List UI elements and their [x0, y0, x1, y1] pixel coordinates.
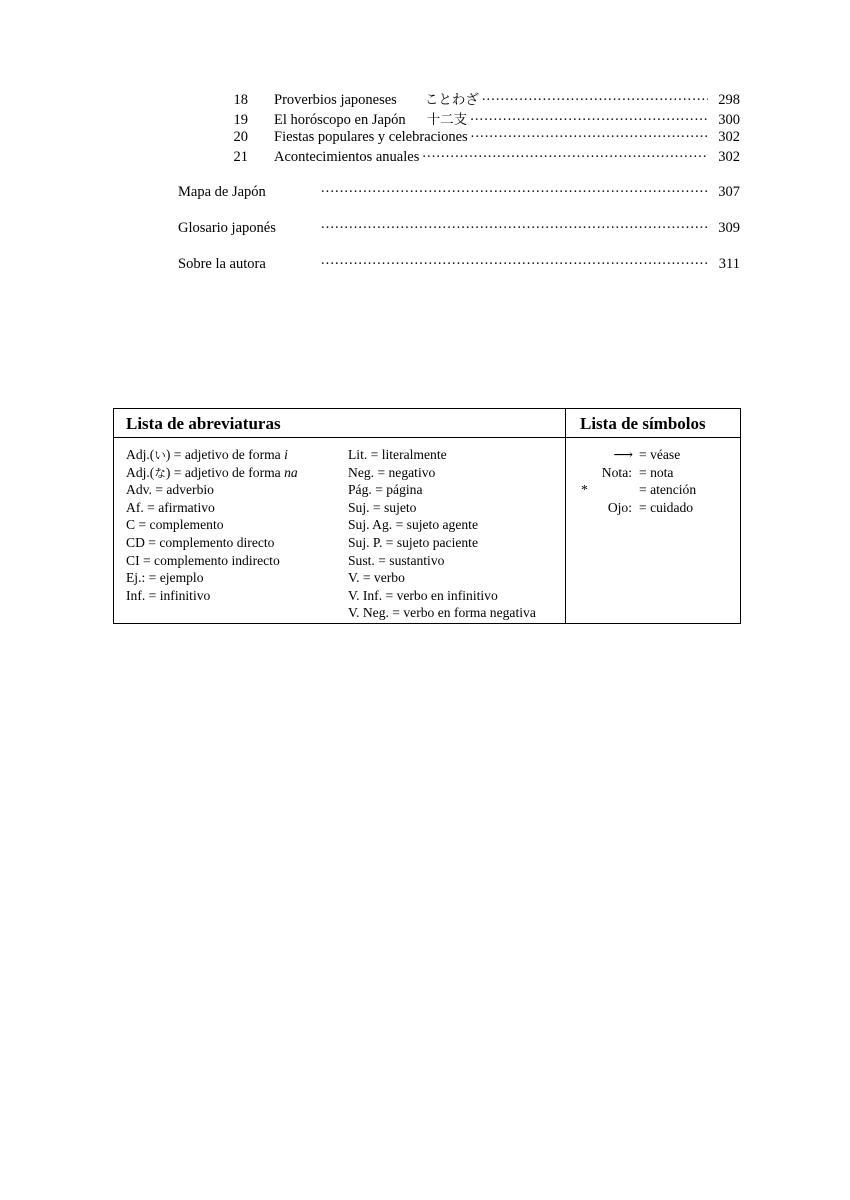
abbreviation-item: Suj. Ag. = sujeto agente [348, 517, 478, 533]
toc-back-entry-row[interactable] [0, 218, 850, 254]
abbreviation-meaning-italic: na [284, 464, 298, 480]
abbreviations-left-column [114, 446, 343, 622]
abbreviations-heading: Lista de abreviaturas [114, 409, 565, 438]
ojo-label-icon: Ojo: [607, 499, 632, 515]
abbreviation-item: Ej.: = ejemplo [126, 570, 204, 586]
toc-entry-title: El horóscopo en Japón [274, 111, 406, 128]
right-arrow-icon: ⟶ [613, 447, 632, 462]
toc-entry-japanese: ことわざ [424, 92, 479, 108]
toc-entry-number: 20 [233, 129, 248, 145]
toc-back-entry-page: 311 [718, 256, 740, 272]
abbreviation-item: Lit. = literalmente [348, 447, 447, 462]
abbreviation-item: Pág. = página [348, 482, 423, 498]
abbreviations-body [114, 438, 565, 623]
abbreviation-item: Sust. = sustantivo [348, 552, 445, 568]
symbols-heading: Lista de símbolos [566, 409, 740, 438]
toc-leader-dots [422, 147, 708, 161]
abbreviation-meaning: adjetivo de forma [184, 447, 285, 462]
abbreviation-term-tail: ) [165, 464, 171, 480]
toc-entry-row[interactable] [0, 88, 850, 108]
abbreviation-meaning-italic: i [284, 447, 288, 462]
abbreviations-right-column [343, 446, 565, 622]
toc-leader-dots [321, 218, 708, 232]
abbreviation-separator: = [170, 447, 185, 462]
toc-entry-title: Proverbios japoneses [274, 92, 397, 108]
toc-back-entry-label: Glosario japonés [178, 220, 276, 236]
abbreviation-item: Neg. = negativo [348, 464, 436, 480]
toc-entry-japanese: 十二支 [426, 111, 468, 128]
toc-back-entry-row[interactable] [0, 254, 850, 290]
abbreviation-item: V. Inf. = verbo en infinitivo [348, 587, 498, 603]
abbreviation-item [126, 464, 343, 482]
abbreviation-item: Adv. = adverbio [126, 482, 214, 498]
toc-entry-page: 302 [718, 148, 740, 165]
symbol-row [580, 499, 740, 517]
abbreviation-item: CI = complemento indirecto [126, 552, 280, 568]
symbol-definition: = cuidado [639, 499, 694, 515]
toc-back-entry-label: Sobre la autora [178, 256, 266, 272]
abbreviation-item: Inf. = infinitivo [126, 587, 211, 603]
symbol-definition: = atención [639, 482, 697, 498]
toc-leader-dots [321, 182, 708, 196]
abbreviation-item: Af. = afirmativo [126, 499, 215, 515]
toc-entry-number: 21 [233, 148, 248, 165]
toc-entry-page: 300 [718, 111, 740, 128]
symbols-body [566, 438, 740, 623]
nota-label-icon: Nota: [601, 464, 632, 480]
toc-entry-row[interactable] [0, 147, 850, 167]
abbreviation-kana: い [154, 448, 166, 462]
toc-back-entry-page: 309 [718, 220, 740, 236]
symbol-row [580, 481, 740, 499]
toc-back-entry-row[interactable] [0, 182, 850, 218]
abbreviation-item: V. = verbo [348, 570, 405, 586]
abbreviation-item: V. Neg. = verbo en forma negativa [348, 605, 536, 621]
abbreviation-item: Suj. = sujeto [348, 499, 417, 515]
toc-leader-dots [470, 110, 708, 124]
symbol-definition: = véase [639, 447, 681, 462]
toc-leader-dots [482, 90, 708, 104]
toc-entry-number: 19 [233, 111, 248, 128]
toc-numbered-section [0, 88, 850, 166]
abbreviation-item: CD = complemento directo [126, 534, 275, 550]
toc-leader-dots [471, 127, 708, 141]
asterisk-icon: * [581, 482, 588, 498]
toc-entry-number: 18 [233, 92, 248, 108]
symbol-definition: = nota [639, 464, 674, 480]
toc-entry-title: Fiestas populares y celebraciones [274, 129, 468, 145]
symbols-panel [566, 409, 740, 623]
toc-back-entry-label: Mapa de Japón [178, 184, 266, 200]
abbreviation-kana: な [154, 465, 166, 480]
toc-entry-row[interactable] [0, 127, 850, 147]
lists-table [113, 408, 741, 624]
toc-entry-page: 298 [718, 92, 740, 108]
abbreviation-item [126, 446, 343, 464]
abbreviation-item: C = complemento [126, 517, 224, 533]
toc-entry-page: 302 [718, 129, 740, 145]
toc-back-entry-page: 307 [718, 184, 740, 200]
symbol-row [580, 464, 740, 482]
abbreviation-term: Adj.( [126, 464, 155, 480]
toc-back-matter-section [0, 182, 850, 290]
abbreviation-term: Adj.( [126, 447, 155, 462]
abbreviation-term-tail: ) [165, 447, 171, 462]
abbreviation-separator: = [170, 464, 185, 480]
abbreviation-item: Suj. P. = sujeto paciente [348, 534, 478, 550]
symbol-row [580, 446, 740, 464]
abbreviations-panel [114, 409, 566, 623]
toc-entry-title: Acontecimientos anuales [274, 148, 420, 165]
toc-leader-dots [321, 254, 710, 268]
toc-entry-row[interactable] [0, 108, 850, 128]
abbreviation-meaning: adjetivo de forma [184, 464, 285, 480]
